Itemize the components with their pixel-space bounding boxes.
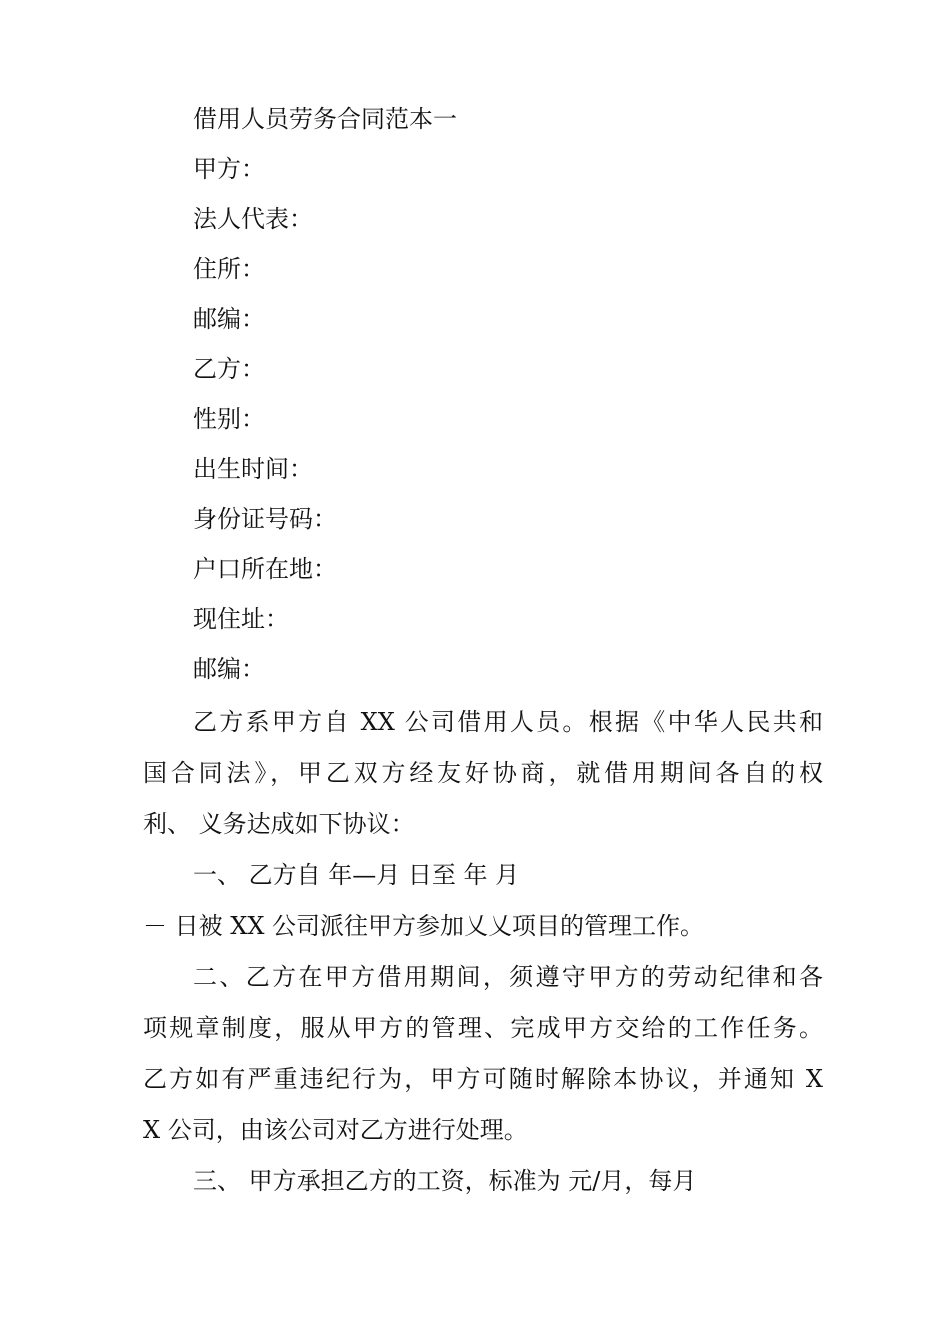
field-birth-date: 出生时间： [193,455,313,483]
field-party-b: 乙方： [193,355,265,383]
field-postcode-a: 邮编： [193,305,265,333]
clause-3-line: 三、 甲方承担乙方的工资，标准为 元/月，每月 [193,1167,697,1195]
body-line: 国合同法》，甲乙双方经友好协商，就借用期间各自的权 [143,759,823,787]
document-title: 借用人员劳务合同范本一 [193,105,457,133]
field-current-address: 现住址： [193,605,289,633]
clause-2-line: 项规章制度，服从甲方的管理、完成甲方交给的工作任务。 [143,1014,823,1042]
clause-1-line: 一、 乙方自 年—月 日至 年 月 [193,861,520,889]
clause-2-line: X 公司，由该公司对乙方进行处理。 [143,1116,528,1144]
field-id-number: 身份证号码： [193,505,337,533]
body-line: 利、 义务达成如下协议： [143,810,415,838]
field-address: 住所： [193,255,265,283]
clause-1-line: － 日被 XX 公司派往甲方参加乂乂项目的管理工作。 [143,912,705,940]
field-postcode-b: 邮编： [193,655,265,683]
field-legal-representative: 法人代表： [193,205,313,233]
field-party-a: 甲方： [193,155,265,183]
body-line: 乙方系甲方自 XX 公司借用人员。根据《中华人民共和 [193,708,823,736]
field-household-location: 户口所在地： [193,555,337,583]
clause-2-line: 二、乙方在甲方借用期间，须遵守甲方的劳动纪律和各 [193,963,823,991]
field-gender: 性别： [193,405,265,433]
clause-2-line: 乙方如有严重违纪行为，甲方可随时解除本协议，并通知 X [143,1065,823,1093]
